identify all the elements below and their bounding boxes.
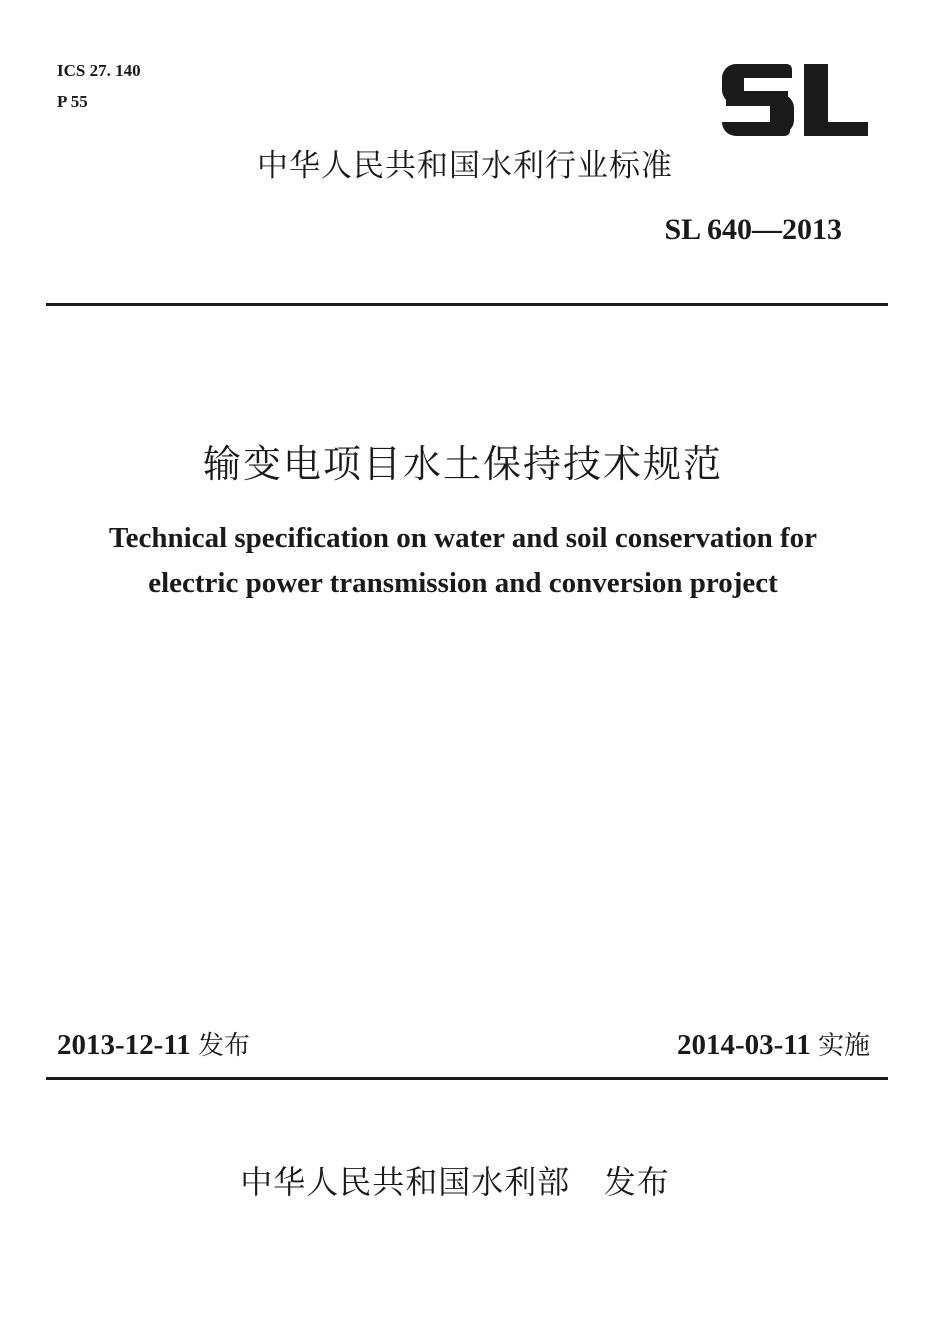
industry-standard-title: 中华人民共和国水利行业标准 bbox=[257, 148, 673, 184]
issuer-line bbox=[0, 1158, 910, 1206]
issuer-action: 发布 bbox=[603, 1163, 670, 1201]
bottom-divider bbox=[46, 1077, 888, 1080]
top-divider bbox=[46, 303, 888, 306]
implement-date-line bbox=[677, 1025, 870, 1066]
issuer-name: 中华人民共和国水利部 bbox=[240, 1163, 571, 1201]
implement-label: 实施 bbox=[817, 1031, 870, 1061]
issue-date: 2013-12-11 bbox=[57, 1029, 191, 1061]
ics-code: ICS 27. 140 bbox=[57, 61, 141, 80]
issue-date-line bbox=[57, 1025, 250, 1066]
title-english-line1: Technical specification on water and soil conservation for bbox=[108, 522, 818, 554]
standard-number: SL 640—2013 bbox=[664, 213, 842, 246]
title-english-line2: electric power transmission and conversion project bbox=[148, 567, 778, 599]
title-chinese: 输变电项目水土保持技术规范 bbox=[202, 442, 723, 486]
p-code: P 55 bbox=[57, 92, 88, 111]
implement-date: 2014-03-11 bbox=[677, 1029, 811, 1061]
issue-label: 发布 bbox=[197, 1031, 250, 1061]
sl-logo bbox=[722, 60, 872, 140]
